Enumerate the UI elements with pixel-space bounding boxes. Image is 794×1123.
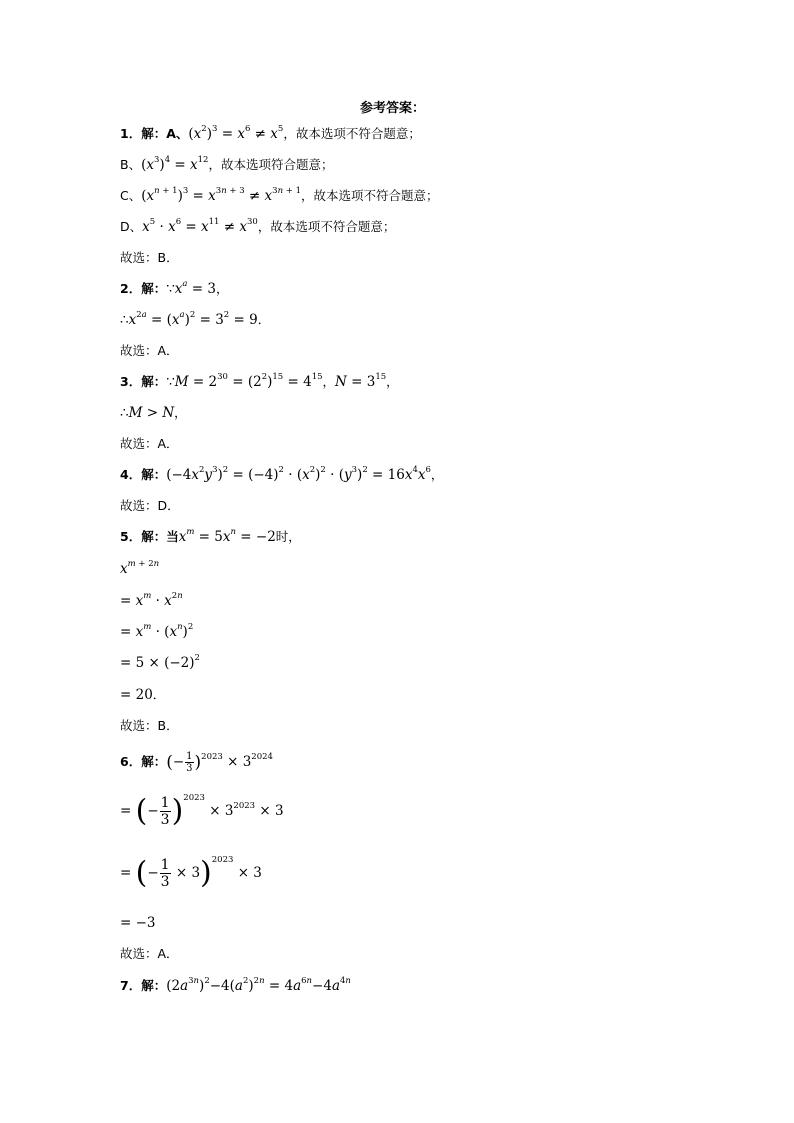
line-prefix: 4．解： [120, 467, 167, 482]
math-expression: $(x^2)^3 = x^6 \ne x^5$ [188, 123, 284, 142]
math-expression: $(2a^{3n})^2-4(a^2)^{2n} = 4a^{6n}-4a^{4n}$ [166, 975, 351, 994]
answer-line-6 [120, 280, 229, 298]
answer-line-22 [120, 792, 284, 829]
answer-choice: 故选：A． [120, 946, 179, 961]
math-expression: = 20 [120, 687, 153, 703]
answer-line-21 [120, 751, 273, 774]
answer-choice: 故选：A． [120, 343, 179, 358]
line-suffix: 时， [275, 529, 301, 544]
line-prefix: D、 [120, 219, 143, 234]
line-suffix: ，故本选项符合题意； [208, 157, 334, 172]
math-expression: (− $\frac{1}{3}$ )$^{2023} \times 3^{2024}$ [166, 751, 273, 774]
math-expression: $x^{m + 2n}$ [120, 558, 160, 577]
math-expression: = $x^m \cdot x^{2n}$ [120, 590, 183, 609]
math-expression: = $x^m \cdot (x^n)^2$ [120, 621, 194, 640]
answer-line-19: = 20． [120, 687, 166, 703]
line-prefix: 5．解：当 [120, 529, 179, 544]
line-prefix: B、 [120, 157, 142, 172]
answer-line-23 [120, 854, 262, 891]
page-title: 参考答案： [360, 101, 426, 116]
math-expression: $(x^{n + 1})^3 = x^{3n + 3} \ne x^{3n + 1}$ [141, 185, 302, 204]
line-prefix: 7．解： [120, 978, 167, 993]
answer-line-17 [120, 623, 193, 641]
line-prefix: 1．解：A、 [120, 126, 189, 141]
answer-line-18 [120, 654, 200, 672]
line-suffix: ，故本选项不符合题意； [301, 188, 439, 203]
line-prefix: C、 [120, 188, 142, 203]
math-expression: = (− $\frac{1}{3}$ × 3)$^{2023}$ × 3 [120, 854, 262, 891]
math-expression: $\because x^a = 3$ [166, 278, 216, 297]
answer-line-14 [120, 528, 301, 546]
answer-line-26 [120, 977, 351, 995]
line-prefix: 2．解： [120, 281, 167, 296]
answer-line-2 [120, 156, 333, 174]
math-expression: $(-4x^2y^3)^2 = (-4)^2 \cdot (x^2)^2 \cdot (y^3)^2 = 16x^4x^6$ [166, 464, 431, 483]
answer-choice: 故选：A． [120, 436, 179, 451]
line-suffix: ， [215, 281, 229, 296]
line-suffix: ，故本选项不符合题意； [283, 126, 421, 141]
answer-line-9: 3．解：∵M = $2^{30} = (2^2)^{15} = 4^{15}$，$N = 3^{15}$， [120, 371, 399, 390]
answer-line-12 [120, 466, 443, 484]
line-prefix: 6．解： [120, 754, 167, 769]
answer-line-4 [120, 218, 395, 236]
math-expression: $x^m = 5x^n = -2$ [178, 526, 276, 545]
math-expression: $(x^3)^4 = x^{12}$ [141, 154, 209, 173]
line-suffix: ， [430, 467, 444, 482]
answer-line-3 [120, 187, 439, 205]
answer-line-7 [120, 311, 270, 329]
math-expression: = −3 [120, 915, 156, 931]
answer-choice: 故选：B． [120, 718, 179, 733]
math-expression: ∵M = $2^{30} = (2^2)^{15} = 4^{15}$ [166, 371, 323, 390]
line-suffix: ． [257, 312, 271, 327]
answer-line-16 [120, 592, 183, 610]
line-suffix: ，故本选项不符合题意； [257, 219, 396, 234]
answer-line-10 [120, 404, 187, 422]
math-expression: = $5 \times (-2)^2$ [120, 652, 200, 671]
math-expression: $\therefore x^{2a} = (x^a)^2 = 3^2 = 9$ [120, 309, 258, 328]
line-prefix: 3．解： [120, 374, 167, 389]
math-expression: $N = 3^{15}$ [335, 371, 387, 390]
answer-choice: 故选：B． [120, 250, 179, 265]
answer-choice: 故选：D． [120, 498, 180, 513]
line-suffix: ， [174, 405, 187, 420]
answer-line-1 [120, 125, 421, 143]
math-expression: = (− $\frac{1}{3}$ )$^{2023} \times 3^{2023} \times 3$ [120, 792, 284, 829]
math-expression: $x^5 \cdot x^6 = x^{11} \ne x^{30}$ [142, 216, 258, 235]
answer-line-24 [120, 914, 156, 932]
answer-line-15 [120, 560, 159, 578]
math-expression: ∴M > N [120, 405, 175, 421]
